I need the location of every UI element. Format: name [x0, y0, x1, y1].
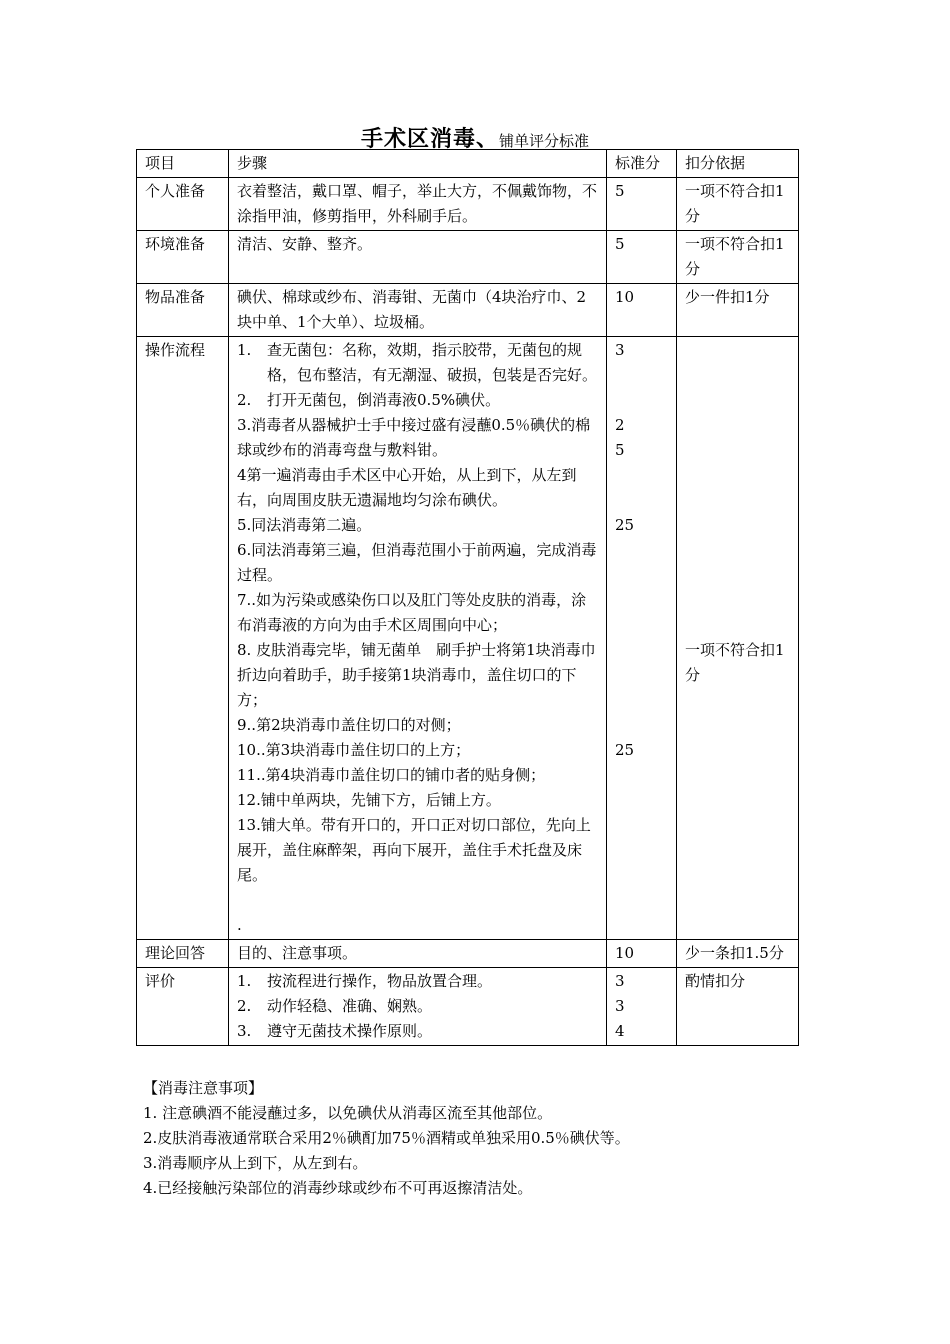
- step-5: 5.同法消毒第二遍。: [237, 516, 372, 534]
- item-cell: 评价: [137, 968, 229, 1046]
- score-cell: 5: [607, 231, 677, 284]
- eval-1: 1. 按流程进行操作，物品放置合理。: [237, 972, 493, 990]
- scoring-table: [136, 149, 799, 1046]
- score-cell: 10: [607, 940, 677, 968]
- row-environment: [137, 231, 799, 284]
- score-step-9: 25: [615, 741, 635, 759]
- note-2: 2.皮肤消毒液通常联合采用2％碘酊加75％酒精或单独采用0.5％碘伏等。: [143, 1129, 630, 1147]
- score-step-2: 2: [615, 416, 625, 434]
- item-cell: 个人准备: [137, 178, 229, 231]
- notes-heading: 【消毒注意事项】: [143, 1079, 264, 1097]
- score-cell: [607, 968, 677, 1046]
- score-step-1: 3: [615, 341, 625, 359]
- notes-section: [143, 1076, 630, 1201]
- header-row: [137, 150, 799, 178]
- note-1: 1. 注意碘酒不能浸蘸过多，以免碘伏从消毒区流至其他部位。: [143, 1104, 553, 1122]
- deduct-text: 一项不符合扣1分: [685, 641, 785, 684]
- step-13: 13.铺大单。带有开口的，开口正对切口部位，先向上展开，盖住麻醉架，再向下展开，盖住手术托盘及床尾。: [237, 816, 591, 884]
- item-cell: 理论回答: [137, 940, 229, 968]
- step-cell: [229, 337, 607, 940]
- trailing-dot: .: [237, 916, 242, 934]
- deduct-cell: 一项不符合扣1分: [677, 231, 799, 284]
- step-3: 3.消毒者从器械护士手中接过盛有浸蘸0.5％碘伏的棉球或纱布的消毒弯盘与敷料钳。: [237, 416, 591, 459]
- step-10: 10..第3块消毒巾盖住切口的上方；: [237, 741, 471, 759]
- title-main: 手术区消毒、: [360, 126, 499, 152]
- eval-2: 2. 动作轻稳、准确、娴熟。: [237, 997, 433, 1015]
- score-cell: [607, 337, 677, 940]
- row-theory: [137, 940, 799, 968]
- deduct-cell: 一项不符合扣1分: [677, 178, 799, 231]
- step-cell: [229, 968, 607, 1046]
- step-12: 12.铺中单两块，先铺下方，后铺上方。: [237, 791, 501, 809]
- step-4: 4第一遍消毒由手术区中心开始，从上到下，从左到右，向周围皮肤无遗漏地均匀涂布碘伏。: [237, 466, 577, 509]
- deduct-cell: 少一条扣1.5分: [677, 940, 799, 968]
- eval-score-2: 3: [615, 997, 625, 1015]
- item-cell: 环境准备: [137, 231, 229, 284]
- step-cell: 清洁、安静、整齐。: [229, 231, 607, 284]
- step-11: 11..第4块消毒巾盖住切口的铺巾者的贴身侧；: [237, 766, 546, 784]
- deduct-cell: [677, 337, 799, 940]
- step-1: 1. 查无菌包：名称，效期，指示胶带，无菌包的规格，包布整洁，有无潮湿、破损，包装是否完好。: [237, 341, 598, 384]
- header-item: 项目: [137, 150, 229, 178]
- row-process: [137, 337, 799, 940]
- deduct-cell: 少一件扣1分: [677, 284, 799, 337]
- step-8: 8. 皮肤消毒完毕，铺无菌单 刷手护士将第1块消毒巾折边向着助手，助手接第1块消毒巾，盖住切口的下方；: [237, 641, 596, 709]
- step-cell: 碘伏、棉球或纱布、消毒钳、无菌巾（4块治疗巾、2块中单、1个大单）、垃圾桶。: [229, 284, 607, 337]
- step-6: 6.同法消毒第三遍，但消毒范围小于前两遍，完成消毒过程。: [237, 541, 597, 584]
- score-cell: 5: [607, 178, 677, 231]
- step-9: 9..第2块消毒巾盖住切口的对侧；: [237, 716, 461, 734]
- note-4: 4.已经接触污染部位的消毒纱球或纱布不可再返擦清洁处。: [143, 1179, 533, 1197]
- row-personal: [137, 178, 799, 231]
- eval-score-1: 3: [615, 972, 625, 990]
- deduct-cell: 酌情扣分: [677, 968, 799, 1046]
- row-goods: [137, 284, 799, 337]
- step-2: 2. 打开无菌包，倒消毒液0.5%碘伏。: [237, 391, 501, 409]
- score-step-3: 5: [615, 441, 625, 459]
- header-deduct: 扣分依据: [677, 150, 799, 178]
- score-step-4: 25: [615, 516, 635, 534]
- header-step: 步骤: [229, 150, 607, 178]
- eval-3: 3. 遵守无菌技术操作原则。: [237, 1022, 433, 1040]
- step-7: 7..如为污染或感染伤口以及肛门等处皮肤的消毒，涂布消毒液的方向为由手术区周围向中心；: [237, 591, 587, 634]
- score-cell: 10: [607, 284, 677, 337]
- item-cell: 物品准备: [137, 284, 229, 337]
- eval-score-3: 4: [615, 1022, 625, 1040]
- row-evaluation: [137, 968, 799, 1046]
- step-cell: 衣着整洁，戴口罩、帽子，举止大方，不佩戴饰物，不涂指甲油，修剪指甲，外科刷手后。: [229, 178, 607, 231]
- header-score: 标准分: [607, 150, 677, 178]
- title-sub: 铺单评分标准: [499, 132, 590, 150]
- note-3: 3.消毒顺序从上到下，从左到右。: [143, 1154, 368, 1172]
- step-cell: 目的、注意事项。: [229, 940, 607, 968]
- item-cell: 操作流程: [137, 337, 229, 940]
